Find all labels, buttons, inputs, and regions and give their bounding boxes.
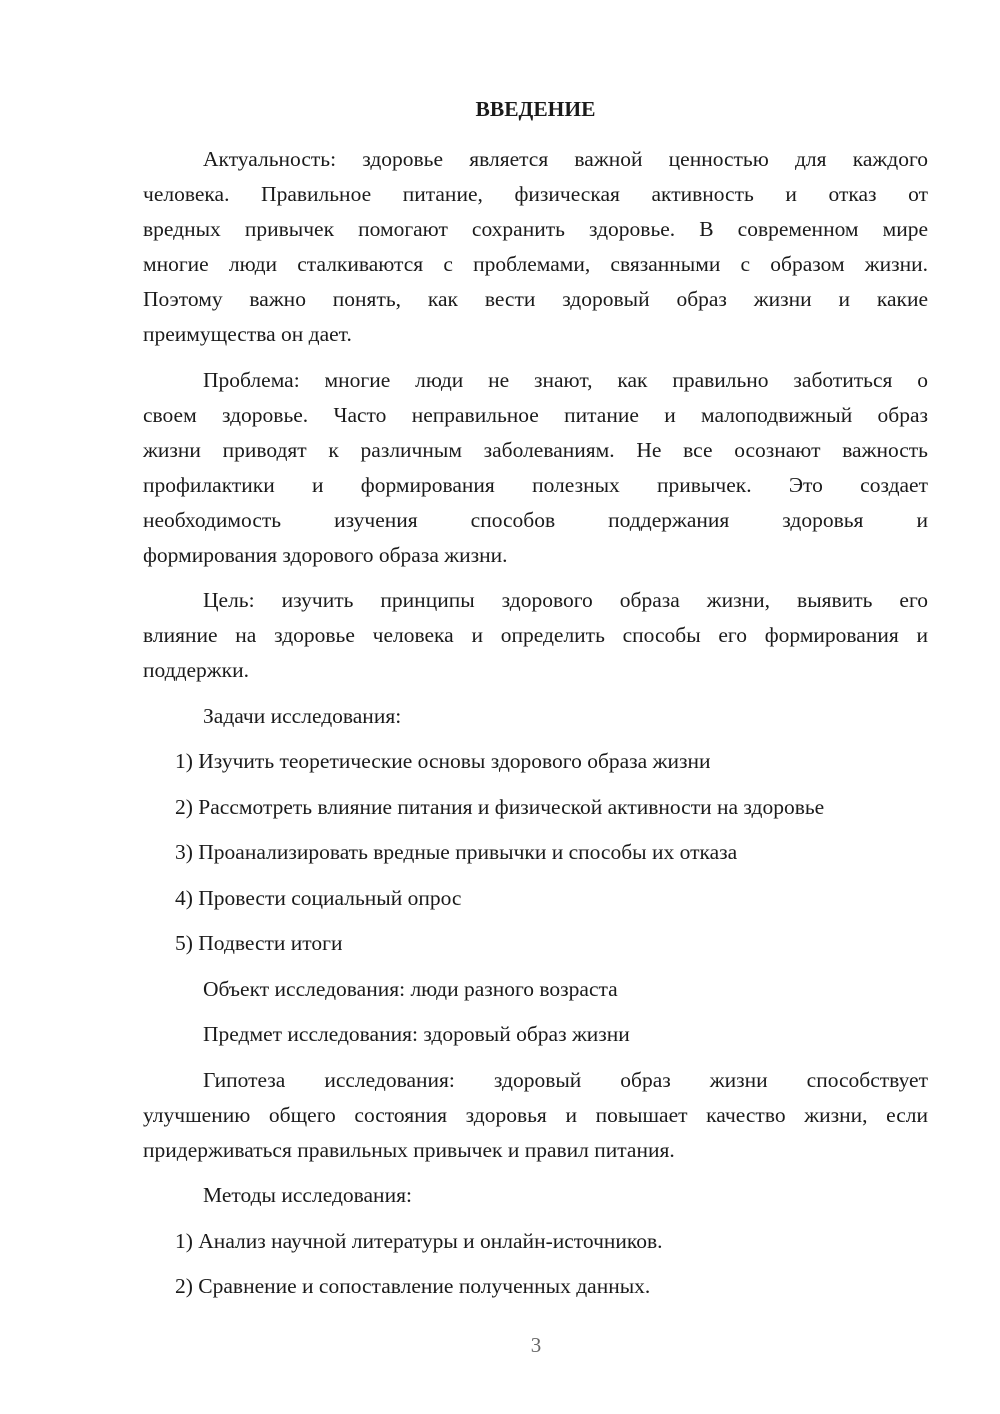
text-line: жизни приводят к различным заболеваниям. Не все осознают важность: [143, 437, 928, 462]
text-line: Гипотеза исследования: здоровый образ жизни способствует: [203, 1067, 928, 1092]
task-item: 4) Провести социальный опрос: [175, 885, 462, 910]
text-line: профилактики и формирования полезных привычек. Это создает: [143, 472, 928, 497]
text-line: улучшению общего состояния здоровья и повышает качество жизни, если: [143, 1102, 928, 1127]
methods-heading: Методы исследования:: [203, 1183, 412, 1207]
page-content: [143, 92, 928, 1315]
section-title: ВВЕДЕНИЕ: [475, 97, 596, 121]
text-line: влияние на здоровье человека и определить способы его формирования и: [143, 623, 928, 647]
text-line: Цель: изучить принципы здорового образа жизни, выявить его: [203, 588, 928, 612]
text-line: преимущества он дает.: [143, 322, 352, 346]
task-item: 1) Изучить теоретические основы здорового образа жизни: [175, 749, 711, 773]
paragraph-hypothesis: [143, 1063, 928, 1168]
paragraph-goal: [143, 583, 928, 688]
text-line: формирования здорового образа жизни.: [143, 542, 508, 567]
research-subject: Предмет исследования: здоровый образ жизни: [203, 1022, 630, 1046]
task-item: 3) Проанализировать вредные привычки и способы их отказа: [175, 840, 738, 864]
method-item: 1) Анализ научной литературы и онлайн-источников.: [175, 1228, 663, 1253]
text-line: поддержки.: [143, 658, 249, 682]
tasks-heading: Задачи исследования:: [203, 703, 402, 728]
task-item: 5) Подвести итоги: [175, 931, 343, 955]
method-item: 2) Сравнение и сопоставление полученных данных.: [175, 1274, 651, 1298]
task-item: 2) Рассмотреть влияние питания и физической активности на здоровье: [175, 794, 825, 819]
text-line: многие люди сталкиваются с проблемами, связанными с образом жизни.: [143, 252, 928, 276]
text-line: вредных привычек помогают сохранить здоровье. В современном мире: [143, 217, 928, 241]
text-line: необходимость изучения способов поддержания здоровья и: [143, 507, 928, 532]
text-line: своем здоровье. Часто неправильное питание и малоподвижный образ: [143, 402, 928, 427]
text-line: Актуальность: здоровье является важной ценностью для каждого: [203, 147, 928, 171]
text-line: придерживаться правильных привычек и правил питания.: [143, 1137, 675, 1162]
text-line: Проблема: многие люди не знают, как правильно заботиться о: [203, 367, 928, 392]
paragraph-relevance: [143, 142, 928, 352]
research-object: Объект исследования: люди разного возраста: [203, 976, 618, 1001]
paragraph-problem: [143, 363, 928, 573]
text-line: Поэтому важно понять, как вести здоровый образ жизни и какие: [143, 287, 928, 311]
text-line: человека. Правильное питание, физическая активность и отказ от: [143, 182, 928, 206]
page-number: 3: [530, 1333, 542, 1357]
